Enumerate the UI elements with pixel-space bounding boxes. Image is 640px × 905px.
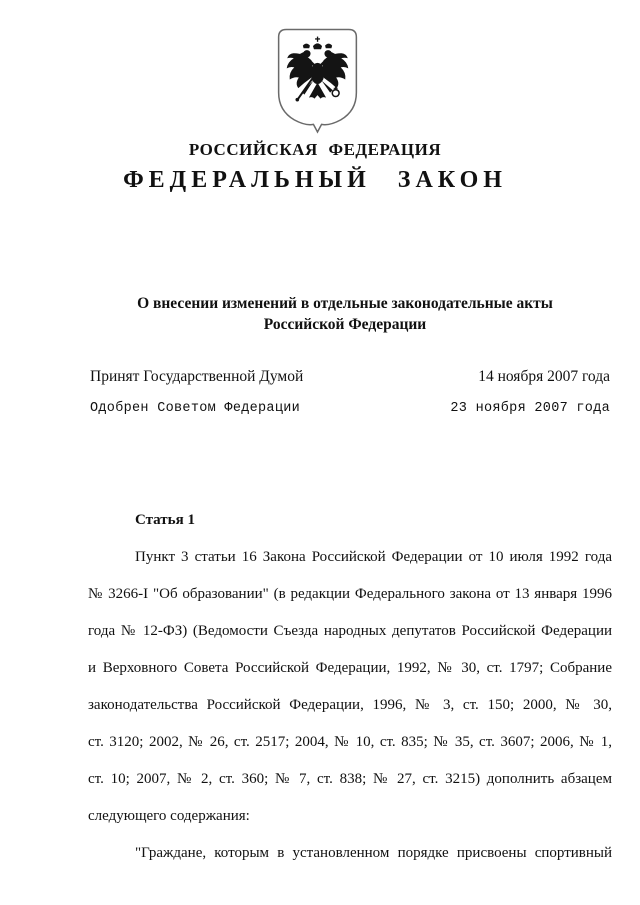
text-line: и Верховного Совета Российской Федерации, 1992, № 30, ст. 1797; Собрание — [88, 660, 612, 676]
quoted-amendment-paragraph — [88, 835, 612, 872]
text-line: ст. 3120; 2002, № 26, ст. 2517; 2004, № 10, ст. 835; № 35, ст. 3607; 2006, № 1, — [88, 734, 612, 750]
text-line: "Граждане, которым в установленном порядке присвоены спортивный — [135, 845, 612, 861]
council-approval-row — [90, 399, 610, 419]
document-type-title: ФЕДЕРАЛЬНЫЙ ЗАКОН — [123, 167, 507, 193]
document-header — [0, 140, 630, 195]
text-line: Пункт 3 статьи 16 Закона Российской Федерации от 10 июля 1992 года — [135, 549, 612, 565]
article-1-paragraph — [88, 539, 612, 835]
text-line: года № 12-ФЗ) (Ведомости Съезда народных депутатов Российской Федерации — [88, 623, 612, 639]
council-approval-label: Одобрен Советом Федерации — [90, 401, 301, 416]
duma-adoption-row — [90, 367, 610, 387]
law-title-line2: Российской Федерации — [263, 316, 427, 333]
text-line: ст. 10; 2007, № 2, ст. 360; № 7, ст. 838; № 27, ст. 3215) дополнить абзацем — [88, 771, 612, 787]
coat-of-arms-emblem — [277, 28, 358, 134]
text-line: следующего содержания: — [88, 808, 250, 824]
country-name: РОССИЙСКАЯ ФЕДЕРАЦИЯ — [188, 140, 442, 159]
law-body — [88, 502, 612, 872]
duma-adoption-date: 14 ноября 2007 года — [478, 368, 610, 385]
text-line: № 3266-I "Об образовании" (в редакции Федерального закона от 13 января 1996 — [88, 586, 612, 602]
article-1-heading: Статья 1 — [135, 512, 195, 528]
adoption-block — [90, 367, 610, 419]
council-approval-date: 23 ноября 2007 года — [450, 401, 610, 416]
law-title-line1: О внесении изменений в отдельные законодательные акты — [137, 295, 553, 312]
duma-adoption-label: Принят Государственной Думой — [90, 368, 304, 385]
text-line: законодательства Российской Федерации, 1996, № 3, ст. 150; 2000, № 30, — [88, 697, 612, 713]
law-title — [88, 293, 602, 335]
